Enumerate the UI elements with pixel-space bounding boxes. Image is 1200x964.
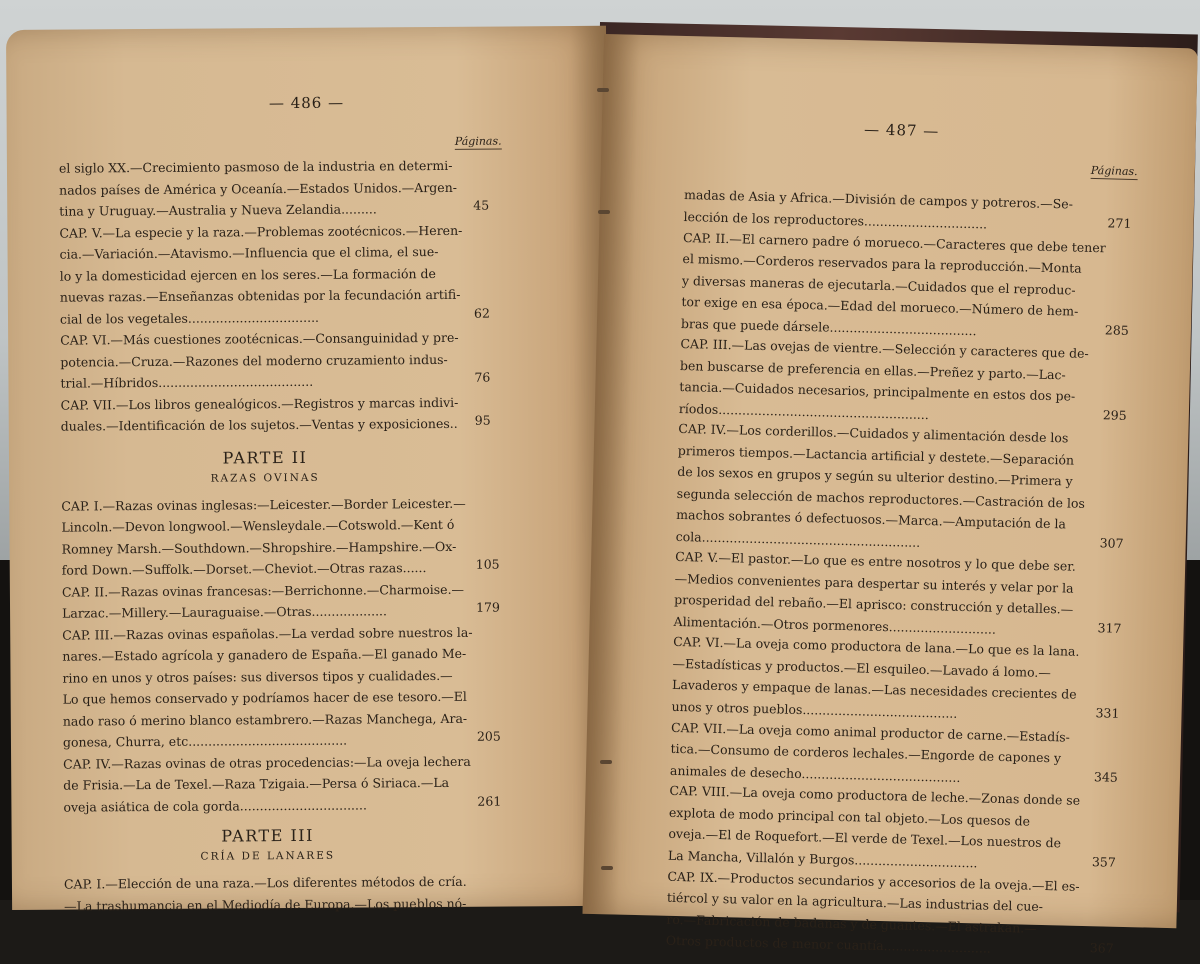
toc-page-ref: 285	[1104, 322, 1129, 338]
toc-entry-line: el siglo XX.—Crecimiento pasmoso de la industria en determi-	[58, 157, 453, 176]
toc-entry-line: animales de desecho........................................	[669, 762, 961, 785]
toc-entry-line: Lavaderos y empaque de lanas.—Las necesidades crecientes de	[671, 677, 1077, 703]
toc-entry-line: La Mancha, Villalón y Burgos...............................	[667, 847, 978, 871]
toc-entry-line: madas de Asia y Africa.—División de campos y potreros.—Se-	[683, 187, 1074, 212]
toc-entry-line: unos y otros pueblos.......................................	[671, 698, 958, 721]
toc-entry-line: Romney Marsh.—Southdown.—Shropshire.—Hampshire.—Ox-	[61, 538, 457, 557]
toc-entry-line: ford Down.—Suffolk.—Dorset.—Cheviot.—Otras razas......	[61, 560, 427, 578]
toc-entry-line: tiércol y su valor en la agricultura.—Las industrias del cue-	[666, 889, 1044, 915]
toc-entry	[670, 716, 1091, 791]
toc-page-ref: 76	[474, 369, 491, 385]
toc-entry-line: nados países de América y Oceanía.—Estados Unidos.—Argen-	[59, 179, 458, 198]
toc-entry	[671, 631, 1093, 727]
toc-entry-line: ben buscarse de preferencia en ellas.—Preñez y parto.—Lac-	[679, 357, 1066, 382]
toc-entry-line: tancia.—Cuidados necesarios, principalmente en estos dos pe-	[679, 379, 1076, 404]
toc-entry-line: tina y Uruguay.—Australia y Nueva Zelandia.........	[59, 201, 377, 219]
toc-page-ref: 45	[473, 197, 490, 213]
toc-entry-line: explota de modo principal con tal objeto.—Los quesos de	[668, 804, 1031, 829]
toc-entry-line: ro.—Fabricación de badanas y de guantes.—El astrakan.—	[666, 911, 1037, 936]
toc-page-ref: 261	[477, 793, 502, 809]
toc-entry-line: Otros productos de menor cuantía...........................	[665, 932, 992, 956]
toc-entry	[59, 155, 467, 222]
toc-entry-line: lección de los reproductores...............................	[683, 208, 988, 231]
toc-entry-line: —Estadísticas y productos.—El esquileo.—Lavado á lomo.—	[672, 655, 1052, 680]
toc-entry-line: gonesa, Churra, etc........................................	[62, 732, 348, 750]
column-header-right: Páginas.	[1090, 163, 1138, 179]
toc-entry-line: y diversas maneras de ejecutarla.—Cuidados que el reproduc-	[681, 272, 1076, 298]
toc-entry-line: CAP. IX.—Productos secundarios y accesorios de la oveja.—El es-	[667, 868, 1080, 894]
toc-page-ref: 367	[1089, 939, 1114, 956]
toc-entry-line: Lo que hemos conservado y podríamos hacer de ese tesoro.—El	[62, 688, 467, 707]
toc-entry-line: CAP. VI.—Más cuestiones zootécnicas.—Consanguinidad y pre-	[60, 329, 459, 348]
toc-entry-line: primeros tiempos.—Lactancia artificial y destete.—Separación	[677, 442, 1075, 468]
section-subtitle: CRÍA DE LANARES	[200, 849, 336, 863]
toc-entry	[62, 621, 471, 753]
toc-entry-line: lo y la domesticidad ejercen en los seres.—La formación de	[59, 265, 436, 284]
toc-entry-line: ríodos.....................................................	[678, 400, 930, 422]
toc-entry-line: de Frisia.—La de Texel.—Raza Tzigaia.—Persa ó Siriaca.—La	[63, 774, 450, 793]
toc-entry-line: machos sobrantes ó defectuosos.—Marca.—Amputación de la	[676, 507, 1067, 532]
toc-entry-line: CAP. I.—Razas ovinas inglesas:—Leicester.—Border Leicester.—	[61, 495, 466, 514]
toc-entry-line: CAP. III.—Las ovejas de vientre.—Selección y caracteres que de-	[680, 336, 1089, 362]
toc-entry	[675, 418, 1098, 557]
toc-entry	[673, 546, 1095, 642]
toc-page-ref: 307	[1099, 535, 1124, 551]
toc-page-ref: 95	[474, 412, 491, 428]
toc-entry-line: CAP. III.—Razas ovinas españolas.—La verdad sobre nuestros la-	[62, 624, 473, 643]
toc-entry-line: cola.......................................................	[675, 528, 921, 550]
toc-entry-line: oveja asiática de cola gorda................................	[63, 796, 367, 815]
right-page	[582, 34, 1197, 956]
toc-page-ref: 331	[1095, 705, 1120, 721]
toc-entry-line: cia.—Variación.—Atavismo.—Influencia que el clima, el sue-	[59, 243, 439, 262]
toc-entry	[60, 327, 468, 394]
toc-entry	[61, 391, 469, 437]
toc-entry-line: CAP. V.—La especie y la raza.—Problemas zootécnicos.—Heren-	[59, 222, 463, 241]
toc-entry-line: oveja.—El de Roquefort.—El verde de Texel.—Los nuestros de	[668, 826, 1062, 851]
toc-entry-line: CAP. IV.—Razas ovinas de otras procedencias:—La oveja lechera	[63, 753, 471, 772]
toc-entry-line: CAP. I.—Elección de una raza.—Los diferentes métodos de cría.	[63, 873, 467, 892]
page-number-right: — 487 —	[863, 120, 940, 141]
toc-entry-line: rino en unos y otros países: sus diversos tipos y cualidades.—	[62, 667, 453, 686]
toc-page-ref: 357	[1091, 854, 1116, 871]
toc-entry-line: Larzac.—Millery.—Lauraguaise.—Otras...................	[62, 603, 388, 621]
toc-page-ref: 271	[1107, 215, 1132, 232]
toc-entry-line: potencia.—Cruza.—Razones del moderno cruzamiento indus-	[60, 351, 448, 370]
toc-entry-line: CAP. II.—Razas ovinas francesas:—Berrichonne.—Charmoise.—	[61, 581, 465, 600]
toc-entry-line: nado raso ó merino blanco estambrero.—Razas Manchega, Ara-	[62, 710, 468, 729]
section-subtitle: RAZAS OVINAS	[210, 471, 320, 485]
toc-entry-line: el mismo.—Corderos reservados para la reproducción.—Monta	[682, 251, 1082, 276]
binding-stitch	[601, 866, 613, 870]
section-title: PARTE II	[222, 447, 308, 467]
toc-entry	[61, 492, 470, 581]
toc-page-ref: 62	[473, 305, 490, 321]
toc-entry	[63, 750, 471, 817]
toc-entry	[64, 871, 472, 917]
section-title: PARTE III	[221, 825, 314, 846]
toc-page-ref: 179	[475, 599, 500, 615]
toc-entry	[62, 578, 470, 624]
binding-stitch	[598, 210, 610, 214]
toc-entry	[59, 219, 468, 329]
toc-page-ref: 317	[1097, 620, 1122, 636]
toc-entry	[681, 227, 1104, 345]
left-page	[6, 26, 612, 914]
toc-entry-line: CAP. VIII.—La oveja como productora de leche.—Zonas donde se	[669, 783, 1081, 809]
toc-page-ref: 295	[1102, 407, 1127, 423]
toc-entry-line: Alimentación.—Otros pormenores...........................	[673, 613, 997, 637]
toc-entry-line: CAP. VII.—La oveja como animal productor de carne.—Estadís-	[670, 719, 1071, 745]
toc-entry-line: bras que puede dársele.....................................	[680, 315, 977, 338]
column-header-left: Páginas.	[454, 134, 502, 148]
toc-entry-line: —La trashumancia en el Mediodía de Europa.—Los pueblos nó-	[64, 895, 467, 914]
toc-entry-line: —Medios convenientes para despertar su interés y velar por la	[674, 570, 1074, 596]
binding-stitch	[597, 88, 609, 92]
toc-entry	[668, 780, 1090, 876]
toc-entry	[666, 865, 1088, 961]
page-number-left: — 486 —	[268, 93, 345, 113]
toc-entry	[679, 333, 1101, 429]
toc-entry-line: nares.—Estado agrícola y ganadero de España.—El ganado Me-	[62, 645, 467, 664]
toc-page-ref: 205	[476, 728, 501, 744]
toc-entry-line: CAP. VII.—Los libros genealógicos.—Registros y marcas indivi-	[60, 394, 459, 413]
toc-entry-line: CAP. VI.—La oveja como productora de lana.—Lo que es la lana.	[672, 634, 1080, 660]
toc-entry-line: tor exige en esa época.—Edad del morueco.—Número de hem-	[681, 294, 1079, 319]
toc-entry-line: CAP. IV.—Los corderillos.—Cuidados y alimentación desde los	[678, 421, 1069, 446]
toc-entry-line: prosperidad del rebaño.—El aprisco: construcción y detalles.—	[674, 591, 1074, 617]
toc-entry-line: CAP. II.—El carnero padre ó morueco.—Caracteres que debe tener	[682, 229, 1106, 255]
toc-page-ref: 105	[475, 556, 500, 572]
toc-entry-line: duales.—Identificación de los sujetos.—Ventas y exposiciones..	[60, 415, 458, 434]
toc-entry-line: CAP. V.—El pastor.—Lo que es entre nosotros y lo que debe ser.	[675, 548, 1077, 574]
toc-entry-line: trial.—Híbridos.......................................	[60, 373, 314, 391]
toc-page-ref: 345	[1093, 769, 1119, 785]
toc-entry-line: segunda selección de machos reproductores.—Castración de los	[676, 485, 1086, 511]
binding-stitch	[600, 760, 612, 764]
toc-entry-line: tica.—Consumo de corderos lechales.—Engorde de capones y	[670, 740, 1062, 766]
toc-entry-line: de los sexos en grupos y según su ulterior destino.—Primera y	[677, 464, 1073, 489]
toc-entry-line: nuevas razas.—Enseñanzas obtenidas por la fecundación artifi-	[59, 286, 461, 305]
toc-entry-line: Lincoln.—Devon longwool.—Wensleydale.—Cotswold.—Kent ó	[61, 516, 455, 535]
toc-entry-line: cial de los vegetales.................................	[59, 309, 320, 327]
